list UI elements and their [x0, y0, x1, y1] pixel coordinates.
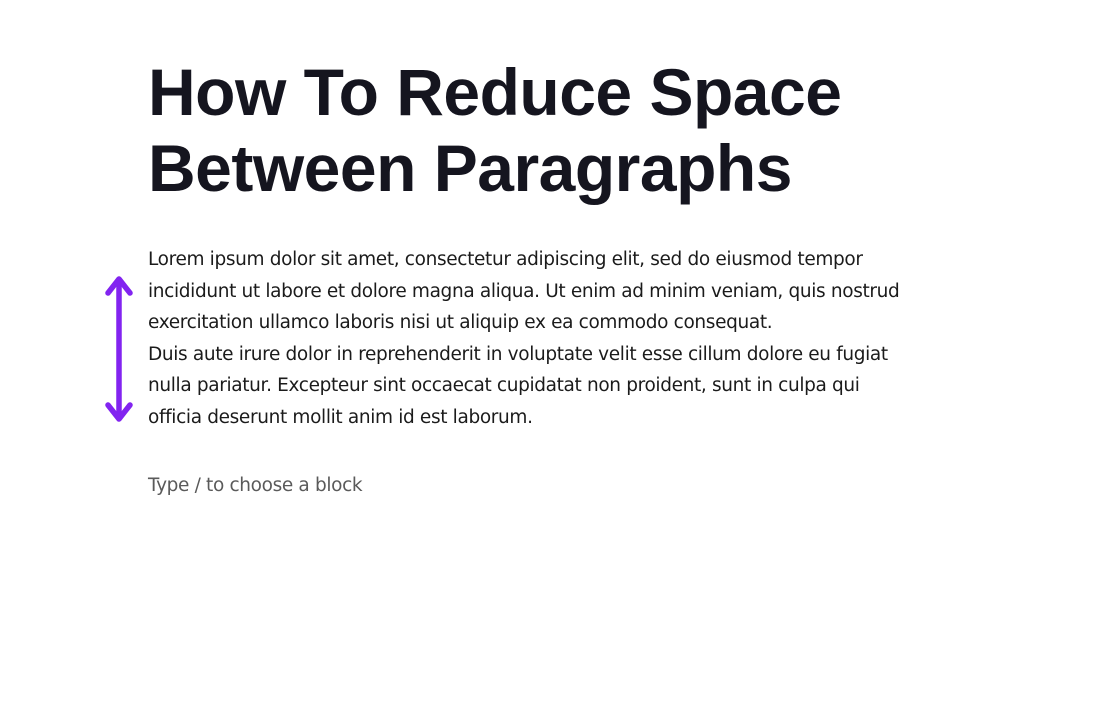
paragraph-line-3: exercitation ullamco laboris nisi ut aliquip ex ea commodo consequat.: [148, 312, 773, 334]
paragraph-line-5: nulla pariatur. Excepteur sint occaecat cupidatat non proident, sunt in culpa qui: [148, 375, 860, 397]
paragraph-line-4: Duis aute irure dolor in reprehenderit in voluptate velit esse cillum dolore eu fugiat: [148, 343, 888, 365]
post-title[interactable]: [148, 54, 908, 206]
paragraph-line-1: Lorem ipsum dolor sit amet, consectetur adipiscing elit, sed do eiusmod tempor: [148, 249, 863, 270]
paragraph-line-6: officia deserunt mollit anim id est laborum.: [148, 406, 533, 428]
vertical-spacing-arrow-icon: [101, 272, 137, 428]
block-appender-placeholder[interactable]: Type / to choose a block: [148, 475, 363, 496]
paragraph-block[interactable]: [148, 244, 978, 434]
post-title-line-1: How To Reduce Space: [148, 55, 842, 129]
post-title-line-2: Between Paragraphs: [148, 131, 792, 205]
paragraph-line-2: incididunt ut labore et dolore magna aliqua. Ut enim ad minim veniam, quis nostrud: [148, 280, 900, 302]
